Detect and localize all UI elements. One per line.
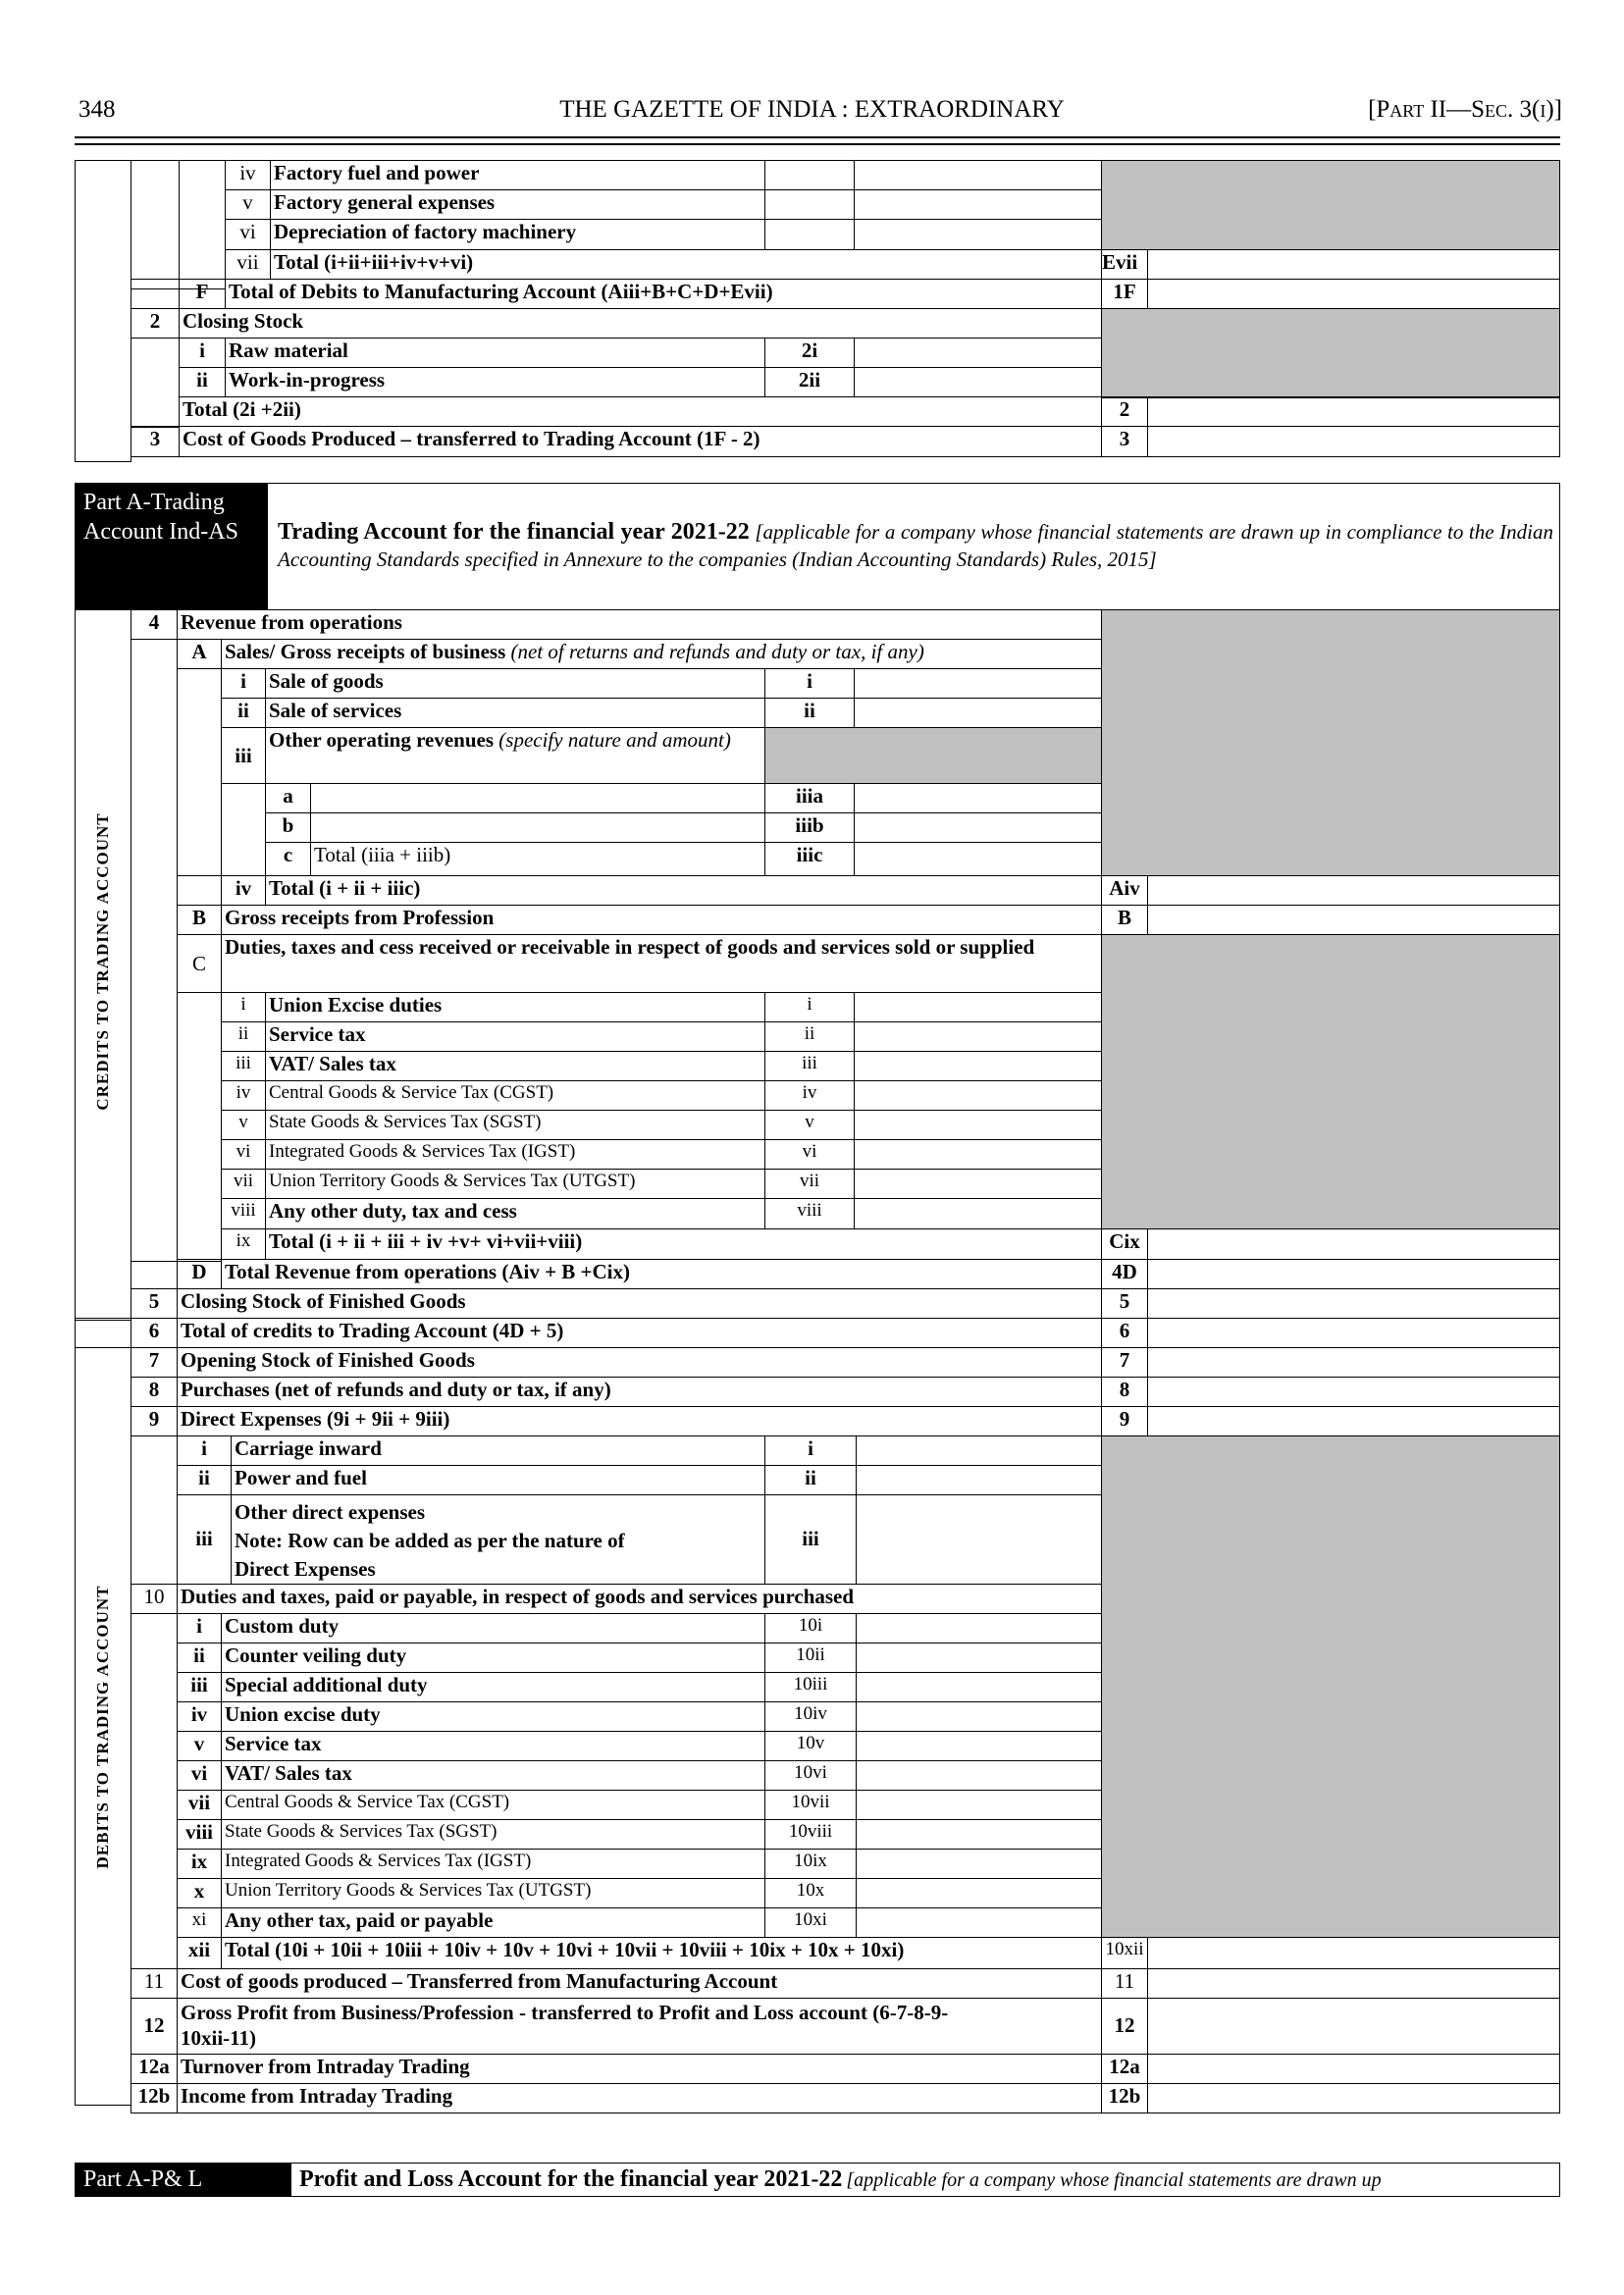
row-code: ii (764, 698, 855, 728)
label-line-3: Direct Expenses (235, 1557, 376, 1581)
mfg-side-col (75, 160, 131, 462)
amount-input[interactable] (1147, 396, 1560, 427)
row-label: Opening Stock of Finished Goods (177, 1347, 1102, 1378)
description-input[interactable] (310, 783, 765, 813)
row-label: Duties, taxes and cess received or receivable in respect of goods and services sold or supplied (221, 934, 1102, 993)
shaded-cell (1101, 160, 1560, 250)
pl-title-note: [applicable for a company whose financial statements are drawn up (846, 2169, 1382, 2191)
shaded-cell (764, 727, 1102, 784)
blank-cell (221, 783, 266, 876)
row-num: C (177, 934, 222, 993)
header-rule-bottom (75, 143, 1560, 145)
row-label: Gross receipts from Profession (221, 905, 1102, 935)
row-label: Total (iiia + iiib) (310, 842, 765, 876)
row-num: iii (177, 1672, 222, 1702)
row-label: Work-in-progress (225, 367, 765, 397)
row-code: iiib (764, 812, 855, 843)
row-label (265, 727, 765, 784)
blank-cell (131, 1613, 178, 1969)
row-num: iii (177, 1494, 232, 1585)
amount-input[interactable] (856, 1494, 1102, 1585)
row-label (231, 1494, 765, 1585)
pl-title-text: Profit and Loss Account for the financial year 2021-22 (299, 2166, 843, 2192)
amount-input[interactable] (854, 812, 1102, 843)
row-num: ii (177, 1465, 232, 1495)
amount-input[interactable] (856, 1643, 1102, 1673)
row-code: 12a (1101, 2054, 1148, 2084)
amount-input[interactable] (856, 1672, 1102, 1702)
row-label: Total of Debits to Manufacturing Account (Aiii+B+C+D+Evii) (225, 279, 1102, 309)
row-code: vi (764, 1139, 855, 1170)
row-num: ix (221, 1228, 266, 1260)
row-num: iii (221, 727, 266, 784)
row-label: Factory fuel and power (270, 160, 765, 190)
row-code: 10v (764, 1731, 857, 1761)
row-code: i (764, 1435, 857, 1466)
row-code: i (764, 668, 855, 699)
row-num: i (221, 992, 266, 1022)
row-num: A (177, 639, 222, 669)
blank-cell (75, 1318, 131, 1348)
row-label: Total (i+ii+iii+iv+v+vi) (270, 249, 1102, 280)
row-label: Total (i + ii + iiic) (265, 875, 1102, 906)
row-code: 10xii (1101, 1937, 1148, 1969)
row-num: iv (225, 160, 271, 190)
row-num: viii (221, 1198, 266, 1229)
row-label: State Goods & Services Tax (SGST) (265, 1110, 765, 1140)
row-label: Duties and taxes, paid or payable, in respect of goods and services purchased (177, 1584, 1102, 1614)
code-cell (764, 189, 855, 220)
row-num: B (177, 905, 222, 935)
row-num: ii (221, 698, 266, 728)
mfg-col2 (131, 160, 180, 289)
amount-input[interactable] (1147, 1259, 1560, 1289)
row-code: viii (764, 1198, 855, 1229)
amount-input[interactable] (854, 367, 1102, 397)
amount-input[interactable] (856, 1760, 1102, 1791)
row-code: 11 (1101, 1968, 1148, 1999)
row-code: 9 (1101, 1406, 1148, 1436)
row-label (177, 1998, 1102, 2055)
row-num: i (177, 1435, 232, 1466)
row-code: ii (764, 1021, 855, 1052)
row-label: State Goods & Services Tax (SGST) (221, 1819, 765, 1850)
row-label: Power and fuel (231, 1465, 765, 1495)
row-label: Integrated Goods & Services Tax (IGST) (221, 1849, 765, 1879)
row-num: a (265, 783, 311, 813)
amount-input[interactable] (1147, 2083, 1560, 2113)
credits-vertical-label: CREDITS TO TRADING ACCOUNT (93, 812, 112, 1111)
gazette-title: THE GAZETTE OF INDIA : EXTRAORDINARY (559, 96, 1065, 123)
row-num: iv (221, 1080, 266, 1111)
row-num: 9 (131, 1406, 178, 1436)
row-code: iii (764, 1051, 855, 1081)
amount-input[interactable] (856, 1907, 1102, 1938)
row-label: Direct Expenses (9i + 9ii + 9iii) (177, 1406, 1102, 1436)
row-num: x (177, 1878, 222, 1908)
row-code: iv (764, 1080, 855, 1111)
row-num: 6 (131, 1318, 178, 1348)
amount-input[interactable] (856, 1701, 1102, 1732)
row-label: Closing Stock (179, 308, 1102, 339)
row-label: Special additional duty (221, 1672, 765, 1702)
blank-cell (177, 875, 222, 906)
amount-input[interactable] (856, 1435, 1102, 1466)
row-label: Custom duty (221, 1613, 765, 1643)
pl-title (299, 2164, 1558, 2196)
row-label: Cost of Goods Produced – transferred to Trading Account (1F - 2) (179, 426, 1102, 457)
row-label: Closing Stock of Finished Goods (177, 1288, 1102, 1319)
amount-input[interactable] (1147, 1288, 1560, 1319)
amount-input[interactable] (1147, 2054, 1560, 2084)
title-note: [applicable for a company whose financial statements are drawn up in compliance to the Indian Accounting Standards specified in Annexure to the companies (Indian Accounting Standards) Rules, 2015] (278, 520, 1554, 571)
row-label: Total (10i + 10ii + 10iii + 10iv + 10v + 10vi + 10vii + 10viii + 10ix + 10x + 10xi) (221, 1937, 1102, 1969)
amount-input[interactable] (854, 1080, 1102, 1111)
row-label: VAT/ Sales tax (221, 1760, 765, 1791)
row-code: 10viii (764, 1819, 857, 1850)
row-label: Union Territory Goods & Services Tax (UTGST) (221, 1878, 765, 1908)
row-num: viii (177, 1819, 222, 1850)
row-num: 12a (131, 2054, 178, 2084)
row-num: iv (177, 1701, 222, 1732)
label-line-1: Gross Profit from Business/Profession - transferred to Profit and Loss account (6-7-8-9- (181, 2001, 949, 2024)
row-num: 12b (131, 2083, 178, 2113)
row-num: ix (177, 1849, 222, 1879)
row-code: 10iii (764, 1672, 857, 1702)
row-num: vii (225, 249, 271, 280)
row-num: i (221, 668, 266, 699)
row-code: 6 (1101, 1318, 1148, 1348)
amount-input[interactable] (1147, 1998, 1560, 2055)
amount-input[interactable] (1147, 426, 1560, 457)
row-num: xi (177, 1907, 222, 1938)
description-input[interactable] (310, 812, 765, 843)
blank-cell (131, 639, 178, 1262)
amount-input[interactable] (1147, 1968, 1560, 1999)
row-code: i (764, 992, 855, 1022)
row-num: iv (221, 875, 266, 906)
amount-input[interactable] (854, 783, 1102, 813)
row-num: 5 (131, 1288, 178, 1319)
code-cell (764, 160, 855, 190)
row-code: 10i (764, 1613, 857, 1643)
row-num: 7 (131, 1347, 178, 1378)
row-label (221, 639, 1102, 669)
row-num: i (179, 338, 226, 368)
blank-cell (177, 668, 222, 876)
label-text: Other operating revenues (269, 728, 495, 752)
row-label: Carriage inward (231, 1435, 765, 1466)
amount-input[interactable] (1147, 1347, 1560, 1378)
row-label: Sale of goods (265, 668, 765, 699)
row-label: Counter veiling duty (221, 1643, 765, 1673)
row-code: 2ii (764, 367, 855, 397)
row-label: Union Excise duties (265, 992, 765, 1022)
row-label: Total (i + ii + iii + iv +v+ vi+vii+viii) (265, 1228, 1102, 1260)
row-label: Sale of services (265, 698, 765, 728)
row-num: i (177, 1613, 222, 1643)
row-code: 5 (1101, 1288, 1148, 1319)
trading-title (278, 518, 1553, 573)
row-code: 7 (1101, 1347, 1148, 1378)
row-num: 11 (131, 1968, 178, 1999)
amount-input[interactable] (854, 338, 1102, 368)
row-label: Cost of goods produced – Transferred from Manufacturing Account (177, 1968, 1102, 1999)
amount-input[interactable] (856, 1790, 1102, 1820)
amount-input[interactable] (1147, 1318, 1560, 1348)
amount-input[interactable] (856, 1731, 1102, 1761)
row-code: 12 (1101, 1998, 1148, 2055)
label-note: (specify nature and amount) (498, 728, 731, 752)
row-label: Central Goods & Service Tax (CGST) (221, 1790, 765, 1820)
amount-input[interactable] (854, 1110, 1102, 1140)
amount-input[interactable] (854, 1198, 1102, 1229)
row-code: Evii (1101, 249, 1148, 280)
row-label: Depreciation of factory machinery (270, 219, 765, 250)
row-num: vi (221, 1139, 266, 1170)
row-label: Raw material (225, 338, 765, 368)
code-cell (764, 219, 855, 250)
row-num: xii (177, 1937, 222, 1969)
label-line-2: Note: Row can be added as per the nature of (235, 1529, 625, 1552)
row-label: Turnover from Intraday Trading (177, 2054, 1102, 2084)
row-num: v (225, 189, 271, 220)
amount-input[interactable] (1147, 875, 1560, 906)
amount-input[interactable] (854, 160, 1102, 190)
section-label: [Part II—Sec. 3(i)] (1368, 96, 1562, 123)
shaded-cell (1101, 308, 1560, 398)
amount-input[interactable] (1147, 1937, 1560, 1969)
row-num: vi (225, 219, 271, 250)
amount-input[interactable] (856, 1849, 1102, 1879)
row-label: Purchases (net of refunds and duty or tax, if any) (177, 1377, 1102, 1407)
amount-input[interactable] (1147, 1377, 1560, 1407)
label-text: Sales/ Gross receipts of business (225, 640, 506, 663)
row-label: Union excise duty (221, 1701, 765, 1732)
shaded-cell (1101, 934, 1560, 1229)
row-label: Any other tax, paid or payable (221, 1907, 765, 1938)
row-num: v (221, 1110, 266, 1140)
row-code: 3 (1101, 426, 1148, 457)
row-label: Integrated Goods & Services Tax (IGST) (265, 1139, 765, 1170)
amount-input[interactable] (1147, 1228, 1560, 1260)
amount-input[interactable] (854, 698, 1102, 728)
row-code: vii (764, 1169, 855, 1199)
part-label: Part A-Trading Account Ind-AS (76, 484, 268, 609)
amount-input[interactable] (856, 1819, 1102, 1850)
amount-input[interactable] (856, 1465, 1102, 1495)
row-num: 3 (131, 426, 180, 457)
row-code: B (1101, 905, 1148, 935)
row-label: Total Revenue from operations (Aiv + B +Cix) (221, 1259, 1102, 1289)
row-label: Total (2i +2ii) (179, 396, 1102, 427)
row-code: 10vi (764, 1760, 857, 1791)
amount-input[interactable] (854, 1139, 1102, 1170)
row-num: vi (177, 1760, 222, 1791)
row-code: 10ii (764, 1643, 857, 1673)
row-label: Service tax (221, 1731, 765, 1761)
row-label: Income from Intraday Trading (177, 2083, 1102, 2113)
row-code: 10iv (764, 1701, 857, 1732)
row-code: Cix (1101, 1228, 1148, 1260)
amount-input[interactable] (854, 189, 1102, 220)
label-line-1: Other direct expenses (235, 1500, 426, 1524)
row-num: iii (221, 1051, 266, 1081)
blank-cell (177, 992, 222, 1262)
row-label: VAT/ Sales tax (265, 1051, 765, 1081)
row-code: 8 (1101, 1377, 1148, 1407)
row-label: Service tax (265, 1021, 765, 1052)
amount-input[interactable] (856, 1878, 1102, 1908)
row-num: ii (179, 367, 226, 397)
row-code: iiic (764, 842, 855, 876)
row-label: Union Territory Goods & Services Tax (UTGST) (265, 1169, 765, 1199)
pl-part-label: Part A-P& L (76, 2164, 291, 2196)
amount-input[interactable] (854, 992, 1102, 1022)
row-num: v (177, 1731, 222, 1761)
amount-input[interactable] (854, 842, 1102, 876)
amount-input[interactable] (1147, 905, 1560, 935)
row-num: vii (221, 1169, 266, 1199)
amount-input[interactable] (854, 668, 1102, 699)
row-num: 2 (131, 308, 180, 339)
title-text: Trading Account for the financial year 2021-22 (278, 519, 750, 545)
amount-input[interactable] (1147, 279, 1560, 309)
row-code: 10ix (764, 1849, 857, 1879)
row-num: ii (221, 1021, 266, 1052)
row-num: D (177, 1259, 222, 1289)
amount-input[interactable] (854, 1169, 1102, 1199)
row-code: iii (764, 1494, 857, 1585)
row-label: Any other duty, tax and cess (265, 1198, 765, 1229)
label-note: (net of returns and refunds and duty or tax, if any) (510, 640, 924, 663)
header-rule-top (75, 136, 1560, 138)
amount-input[interactable] (854, 1021, 1102, 1052)
row-code: 10x (764, 1878, 857, 1908)
row-code: 2 (1101, 396, 1148, 427)
mfg-col3 (179, 160, 226, 289)
row-num: F (179, 279, 226, 309)
row-num: b (265, 812, 311, 843)
amount-input[interactable] (854, 219, 1102, 250)
row-code: 2i (764, 338, 855, 368)
row-label: Revenue from operations (177, 609, 1102, 640)
blank-cell (131, 279, 180, 309)
row-code: ii (764, 1465, 857, 1495)
row-code: 1F (1101, 279, 1148, 309)
debits-vertical-label: DEBITS TO TRADING ACCOUNT (93, 1585, 112, 1869)
row-num: ii (177, 1643, 222, 1673)
row-code: 4D (1101, 1259, 1148, 1289)
row-code: 12b (1101, 2083, 1148, 2113)
row-code: Aiv (1101, 875, 1148, 906)
row-num: 12 (131, 1998, 178, 2055)
row-code: 10xi (764, 1907, 857, 1938)
amount-input[interactable] (1147, 1406, 1560, 1436)
amount-input[interactable] (854, 1051, 1102, 1081)
row-num: 8 (131, 1377, 178, 1407)
blank-cell (131, 1435, 178, 1585)
row-code: iiia (764, 783, 855, 813)
row-label: Factory general expenses (270, 189, 765, 220)
row-num: 10 (131, 1584, 178, 1614)
page-number: 348 (79, 96, 116, 123)
amount-input[interactable] (856, 1613, 1102, 1643)
blank-cell (131, 338, 180, 428)
row-num: 4 (131, 609, 178, 640)
row-code: v (764, 1110, 855, 1140)
row-label: Central Goods & Service Tax (CGST) (265, 1080, 765, 1111)
row-code: 10vii (764, 1790, 857, 1820)
row-num: vii (177, 1790, 222, 1820)
amount-input[interactable] (1147, 249, 1560, 280)
label-line-2: 10xii-11) (181, 2026, 256, 2050)
row-num: c (265, 842, 311, 876)
shaded-cell (1101, 609, 1560, 876)
shaded-cell (1101, 1435, 1560, 1938)
row-label: Total of credits to Trading Account (4D + 5) (177, 1318, 1102, 1348)
